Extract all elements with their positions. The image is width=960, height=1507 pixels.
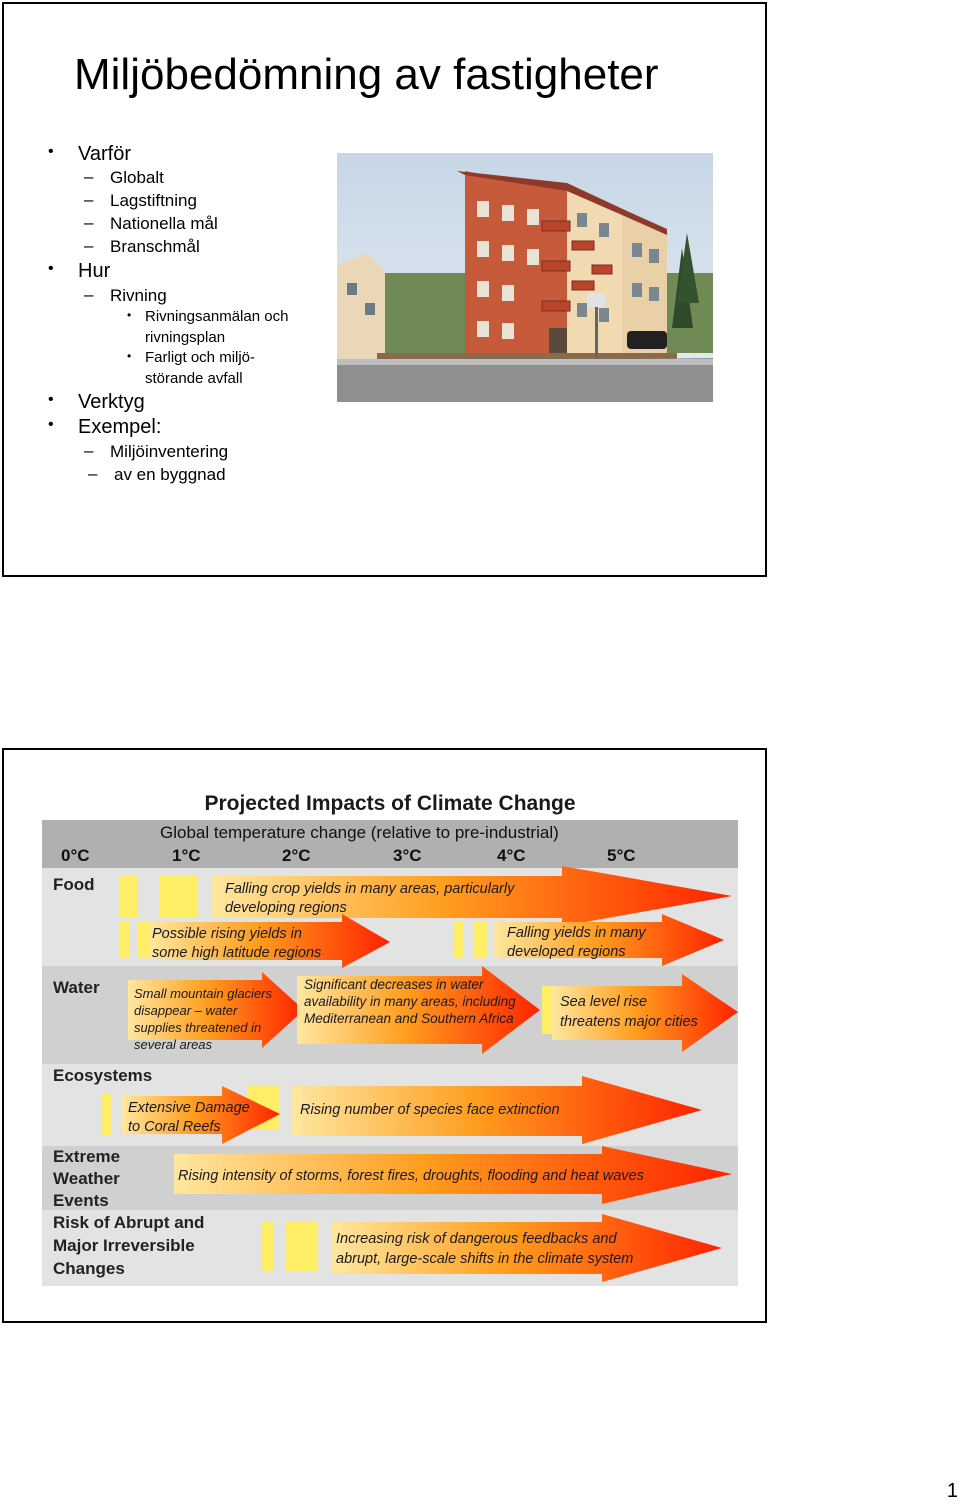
tick-3c: 3°C [393,846,422,865]
bullet-lagstiftning: – Lagstiftning [110,191,197,211]
impact-food-falling-1: Falling crop yields in many areas, particularly [225,881,515,897]
category-abrupt-line-3: Changes [53,1259,125,1278]
impact-eco-species: Rising number of species face extinction [300,1102,560,1118]
slide-2 [2,748,767,1323]
impact-food-falling-2: developing regions [225,900,347,916]
page-number: 1 [946,1480,958,1502]
category-water: Water [53,978,100,997]
impact-abrupt-risk-1: Increasing risk of dangerous feedbacks and [336,1231,617,1247]
tick-4c: 4°C [497,846,526,865]
bullet-rivningsplan: rivningsplan [145,329,226,346]
bullet-rivningsanmalan: • Rivningsanmälan och [145,308,288,325]
bullet-nationella-mal: – Nationella mål [110,214,218,234]
impact-abrupt-risk-2: abrupt, large-scale shifts in the climate system [336,1251,634,1267]
block-food-2 [159,876,197,918]
impact-water-glaciers-3: supplies threatened in [134,1020,262,1035]
bullet-verktyg: • Verktyg [78,391,145,414]
block-eco-1 [102,1094,112,1136]
impact-water-glaciers-1: Small mountain glaciers [134,986,273,1001]
bullet-farligt-avfall: • Farligt och miljö- [145,349,255,366]
category-food: Food [53,875,95,894]
chart-title: Projected Impacts of Climate Change [204,792,576,815]
bullet-exempel: • Exempel: [78,416,161,439]
climate-impacts-diagram [42,780,738,1286]
category-abrupt-line-1: Risk of Abrupt and [53,1213,205,1232]
impact-food-developed-2: developed regions [507,944,626,960]
impact-extreme-storms: Rising intensity of storms, forest fires, droughts, flooding and heat waves [178,1168,644,1184]
block-food-1 [120,876,138,918]
bullet-miljoinventering: – Miljöinventering [110,442,228,462]
tick-2c: 2°C [282,846,311,865]
impact-food-developed-1: Falling yields in many [507,925,646,941]
block-food-3 [120,922,130,958]
impact-eco-coral-2: to Coral Reefs [128,1119,221,1135]
bullet-rivning: – Rivning [110,286,167,306]
bullet-farligt-avfall-cont: störande avfall [145,370,243,387]
block-abrupt-2 [285,1222,317,1272]
impact-water-sea-2: threatens major cities [560,1014,698,1030]
slide-1 [2,2,767,577]
bullet-hur: • Hur [78,260,110,283]
bullet-branschmal: – Branschmål [110,237,200,257]
category-ecosystems: Ecosystems [53,1066,153,1085]
impact-water-decrease-1: Significant decreases in water [304,977,484,992]
tick-5c: 5°C [607,846,636,865]
category-extreme-line-1: Extreme [53,1147,121,1166]
impact-eco-coral-1: Extensive Damage [128,1100,250,1116]
block-food-4 [138,922,152,958]
slide-title: Miljöbedömning av fastigheter [74,50,659,99]
category-extreme-line-3: Events [53,1191,109,1210]
category-extreme-line-2: Weather [53,1169,120,1188]
bullet-globalt: – Globalt [110,168,164,188]
impact-food-rising-2: some high latitude regions [152,945,322,961]
tick-0c: 0°C [61,846,90,865]
building-photo [337,153,713,402]
impact-food-rising-1: Possible rising yields in [152,926,302,942]
impact-water-glaciers-2: disappear – water [134,1003,238,1018]
temperature-subtitle: Global temperature change (relative to pre-industrial) [160,823,559,842]
impact-water-sea-1: Sea level rise [560,994,648,1010]
bullet-miljoinventering-cont: – av en byggnad [114,465,226,485]
block-food-5 [454,922,464,958]
impact-water-decrease-2: availability in many areas, including [304,994,516,1009]
bullet-varfor: • Varför [78,143,131,166]
block-water-2 [542,986,552,1034]
block-abrupt-1 [262,1222,274,1272]
impact-water-glaciers-4: several areas [134,1037,213,1052]
category-abrupt-line-2: Major Irreversible [53,1236,195,1255]
impact-water-decrease-3: Mediterranean and Southern Africa [304,1011,514,1026]
tick-1c: 1°C [172,846,201,865]
block-food-6 [474,922,488,958]
